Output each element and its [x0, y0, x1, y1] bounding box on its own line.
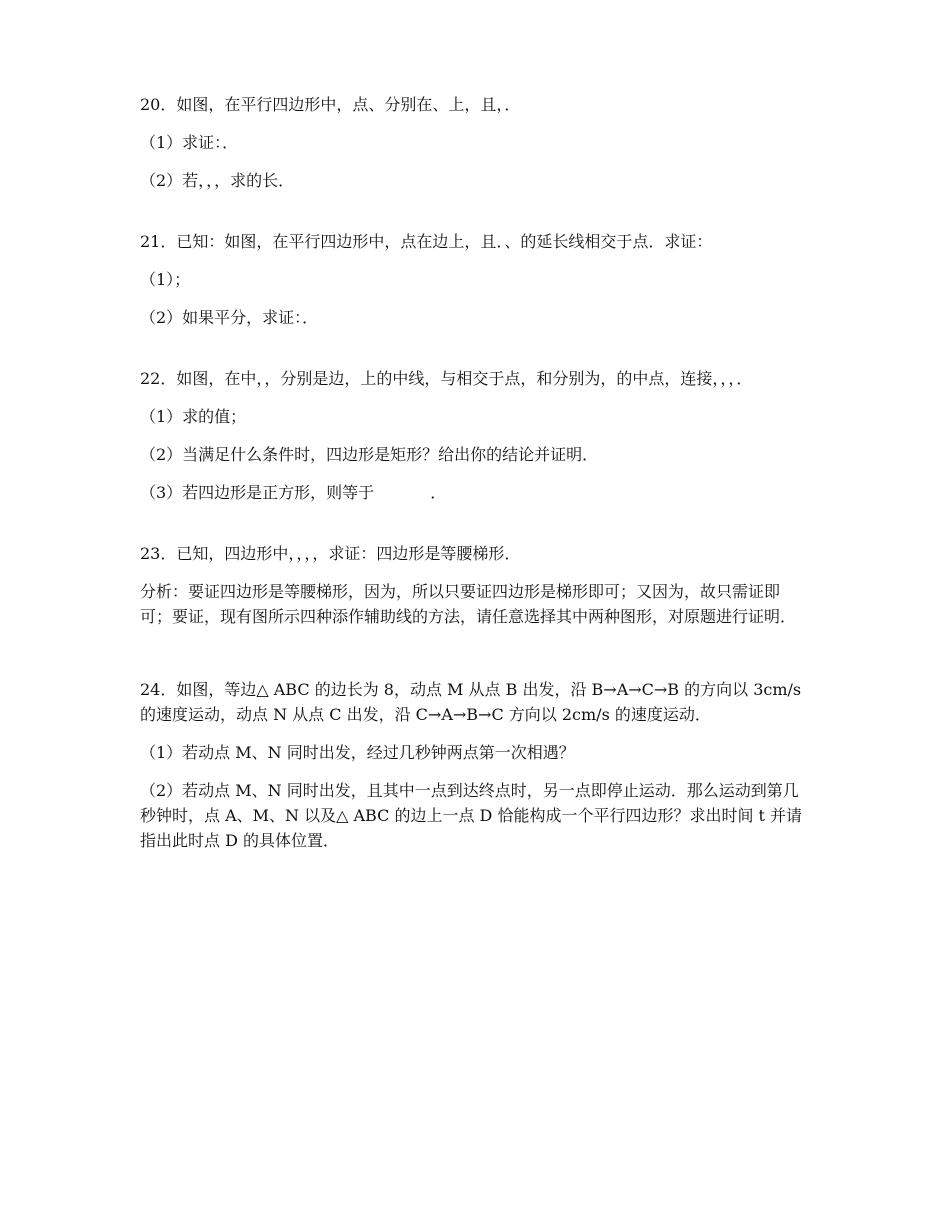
question-22-part-3-suffix: ．	[430, 483, 447, 502]
question-24-part-1: （1）若动点 M、N 同时出发，经过几秒钟两点第一次相遇？	[140, 743, 575, 762]
question-24	[140, 677, 810, 853]
question-23	[140, 541, 810, 629]
question-22-part-3-prefix: （3）若四边形是正方形，则等于	[140, 483, 375, 502]
question-spacer	[140, 193, 810, 229]
question-23-stem: 23．已知，四边形中，，，，求证：四边形是等腰梯形．	[140, 544, 521, 563]
document-page	[140, 92, 810, 853]
question-20-part-2: （2）若，，，求的长．	[140, 171, 295, 190]
question-22-stem: 22．如图，在中，，分别是边，上的中线，与相交于点，和分别为，的中点，连接，，，．	[140, 369, 753, 388]
question-spacer	[140, 330, 810, 366]
question-21	[140, 229, 810, 330]
question-21-part-2: （2）如果平分，求证：．	[140, 308, 319, 327]
question-20	[140, 92, 810, 193]
question-spacer	[140, 629, 810, 677]
question-24-part-2: （2）若动点 M、N 同时出发，且其中一点到达终点时，另一点即停止运动．那么运动到第几秒钟时，点 A、M、N 以及△ ABC 的边上一点 D 恰能构成一个平行四边形？求出时间 t 并请指出此时点 D 的具体位置．	[140, 781, 803, 850]
question-22-part-2: （2）当满足什么条件时，四边形是矩形？给出你的结论并证明．	[140, 445, 599, 464]
question-22	[140, 366, 810, 505]
question-22-part-3	[140, 480, 810, 505]
question-20-part-1: （1）求证：．	[140, 133, 239, 152]
question-22-part-1: （1）求的值；	[140, 407, 247, 426]
question-24-stem: 24．如图，等边△ ABC 的边长为 8，动点 M 从点 B 出发，沿 B→A→C→B 的方向以 3cm/s 的速度运动，动点 N 从点 C 出发，沿 C→A→B→C 方向以 2cm/s 的速度运动．	[140, 680, 802, 724]
question-21-stem: 21．已知：如图，在平行四边形中，点在边上，且．、的延长线相交于点．求证：	[140, 232, 713, 251]
question-spacer	[140, 505, 810, 541]
question-21-part-1: （1）；	[140, 270, 191, 289]
question-20-stem: 20．如图，在平行四边形中，点、分别在、上，且，．	[140, 95, 521, 114]
question-23-analysis: 分析：要证四边形是等腰梯形，因为，所以只要证四边形是梯形即可；又因为，故只需证即可；要证，现有图所示四种添作辅助线的方法，请任意选择其中两种图形，对原题进行证明．	[140, 582, 797, 626]
